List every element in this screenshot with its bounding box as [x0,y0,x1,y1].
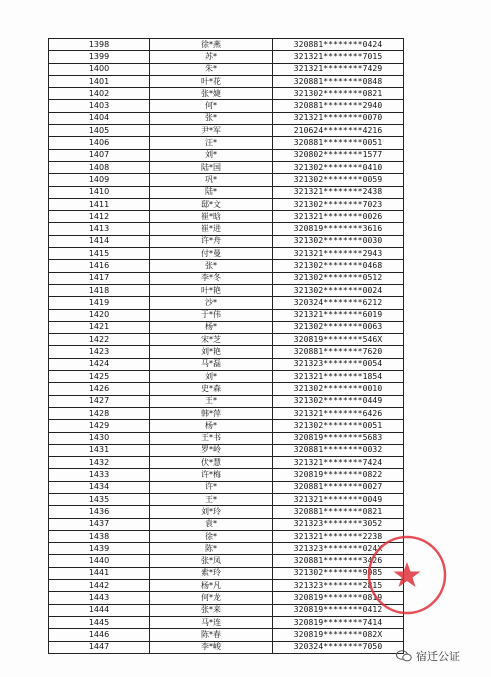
row-name: 马*连 [150,616,273,628]
row-name: 杨* [150,420,273,432]
row-id-number: 321321********7424 [273,457,404,469]
row-id-number: 321321********0026 [273,211,404,223]
row-number: 1439 [49,543,150,555]
row-name: 尹*军 [150,125,273,137]
row-id-number: 321302********0468 [273,260,404,272]
row-number: 1447 [49,641,150,653]
table-row [49,518,404,530]
row-name: 袁* [150,518,273,530]
row-name: 邸*文 [150,198,273,210]
row-name: 陈*春 [150,629,273,641]
row-number: 1436 [49,506,150,518]
table-row [49,137,404,149]
row-name: 王*书 [150,432,273,444]
row-number: 1399 [49,51,150,63]
row-id-number: 321321********2943 [273,248,404,260]
row-name: 宋*芝 [150,334,273,346]
row-name: 许* [150,481,273,493]
row-id-number: 321302********0030 [273,235,404,247]
row-id-number: 320819********546X [273,334,404,346]
row-number: 1409 [49,174,150,186]
row-name: 韩*萍 [150,407,273,419]
row-name: 张* [150,112,273,124]
row-number: 1434 [49,481,150,493]
row-number: 1438 [49,530,150,542]
wechat-icon [396,650,412,662]
row-number: 1413 [49,223,150,235]
row-id-number: 321302********0063 [273,321,404,333]
row-name: 马*磊 [150,358,273,370]
row-id-number: 321323********3052 [273,518,404,530]
row-name: 刘* [150,149,273,161]
table-row [49,39,404,51]
row-id-number: 320819********0822 [273,469,404,481]
table-row [49,493,404,505]
table-row [49,88,404,100]
row-id-number: 321321********1854 [273,371,404,383]
row-name: 刘*艳 [150,346,273,358]
row-id-number: 321302********0010 [273,383,404,395]
row-name: 陈* [150,543,273,555]
row-name: 陆* [150,186,273,198]
row-number: 1402 [49,88,150,100]
row-name: 叶*花 [150,75,273,87]
row-id-number: 321302********0821 [273,88,404,100]
row-number: 1400 [49,63,150,75]
row-name: 伏*慧 [150,457,273,469]
row-id-number: 321302********0512 [273,272,404,284]
row-name: 张*来 [150,604,273,616]
row-id-number: 321321********7015 [273,51,404,63]
row-name: 崔*进 [150,223,273,235]
row-number: 1428 [49,407,150,419]
row-id-number: 321302********0410 [273,161,404,173]
row-name: 何* [150,100,273,112]
row-id-number: 320881********0424 [273,39,404,51]
table-row [49,309,404,321]
row-name: 刘*玲 [150,506,273,518]
row-id-number: 320881********0032 [273,444,404,456]
row-id-number: 320881********3426 [273,555,404,567]
row-id-number: 321321********6426 [273,407,404,419]
row-id-number: 321302********0449 [273,395,404,407]
row-name: 索*玲 [150,567,273,579]
table-row [49,592,404,604]
row-id-number: 320881********0821 [273,506,404,518]
row-id-number: 321302********0059 [273,174,404,186]
row-name: 杨* [150,321,273,333]
row-name: 崔*晗 [150,211,273,223]
table-row [49,604,404,616]
row-name: 何*龙 [150,592,273,604]
row-number: 1432 [49,457,150,469]
row-number: 1443 [49,592,150,604]
row-name: 陆*国 [150,161,273,173]
roster-table [48,38,404,654]
row-id-number: 321302********0051 [273,420,404,432]
row-name: 徐* [150,530,273,542]
row-name: 罗*岭 [150,444,273,456]
table-row [49,580,404,592]
table-row [49,358,404,370]
table-row [49,161,404,173]
row-name: 许*舟 [150,235,273,247]
row-name: 史*森 [150,383,273,395]
row-id-number: 320881********0051 [273,137,404,149]
table-row [49,260,404,272]
table-row [49,297,404,309]
row-id-number: 321321********2438 [273,186,404,198]
row-name: 沙* [150,297,273,309]
row-id-number: 320881********0027 [273,481,404,493]
table-row [49,555,404,567]
table-row [49,506,404,518]
row-number: 1403 [49,100,150,112]
watermark-text: 宿迁公证 [416,650,460,663]
row-number: 1407 [49,149,150,161]
row-name: 朱* [150,63,273,75]
row-id-number: 321321********0049 [273,493,404,505]
row-id-number: 210624********4216 [273,125,404,137]
row-number: 1425 [49,371,150,383]
row-number: 1424 [49,358,150,370]
row-name: 汪* [150,137,273,149]
row-number: 1398 [49,39,150,51]
row-id-number: 321323********024X [273,543,404,555]
table-row [49,223,404,235]
row-number: 1421 [49,321,150,333]
row-number: 1430 [49,432,150,444]
row-id-number: 320324********7050 [273,641,404,653]
row-id-number: 321321********2238 [273,530,404,542]
table-row [49,469,404,481]
roster-body [49,39,404,654]
row-name: 王* [150,395,273,407]
table-row [49,395,404,407]
row-number: 1401 [49,75,150,87]
table-row [49,186,404,198]
row-number: 1406 [49,137,150,149]
row-number: 1423 [49,346,150,358]
row-id-number: 321321********7429 [273,63,404,75]
row-number: 1442 [49,580,150,592]
row-name: 巩* [150,174,273,186]
row-id-number: 320881********2940 [273,100,404,112]
row-number: 1414 [49,235,150,247]
row-id-number: 320881********0848 [273,75,404,87]
row-number: 1441 [49,567,150,579]
row-number: 1446 [49,629,150,641]
table-row [49,616,404,628]
table-row [49,543,404,555]
table-row [49,407,404,419]
row-number: 1412 [49,211,150,223]
row-name: 于*伟 [150,309,273,321]
row-number: 1433 [49,469,150,481]
row-number: 1410 [49,186,150,198]
row-name: 李*峻 [150,641,273,653]
table-row [49,629,404,641]
row-id-number: 321302********0024 [273,284,404,296]
table-row [49,75,404,87]
row-number: 1416 [49,260,150,272]
table-row [49,51,404,63]
row-number: 1445 [49,616,150,628]
row-name: 杨*凡 [150,580,273,592]
row-number: 1404 [49,112,150,124]
row-name: 徐*燕 [150,39,273,51]
row-id-number: 320819********0819 [273,592,404,604]
table-row [49,420,404,432]
row-id-number: 321321********0070 [273,112,404,124]
table-row [49,383,404,395]
table-row [49,100,404,112]
table-row [49,641,404,653]
table-row [49,457,404,469]
row-number: 1429 [49,420,150,432]
row-name: 李*冬 [150,272,273,284]
row-number: 1435 [49,493,150,505]
row-id-number: 320819********3616 [273,223,404,235]
row-number: 1426 [49,383,150,395]
table-row [49,334,404,346]
row-number: 1411 [49,198,150,210]
row-id-number: 321302********9985 [273,567,404,579]
table-row [49,346,404,358]
table-row [49,272,404,284]
row-name: 许*梅 [150,469,273,481]
table-row [49,444,404,456]
row-number: 1408 [49,161,150,173]
table-row [49,432,404,444]
row-name: 苏* [150,51,273,63]
table-row [49,211,404,223]
watermark [396,648,460,664]
row-id-number: 321302********7023 [273,198,404,210]
row-name: 刘* [150,371,273,383]
row-number: 1405 [49,125,150,137]
table-row [49,481,404,493]
row-id-number: 320881********7620 [273,346,404,358]
row-id-number: 320819********5683 [273,432,404,444]
table-row [49,567,404,579]
row-name: 张*凤 [150,555,273,567]
table-row [49,125,404,137]
row-number: 1418 [49,284,150,296]
table-row [49,284,404,296]
table-row [49,371,404,383]
table-row [49,248,404,260]
row-number: 1444 [49,604,150,616]
row-number: 1417 [49,272,150,284]
row-number: 1420 [49,309,150,321]
row-id-number: 321323********2815 [273,580,404,592]
row-number: 1427 [49,395,150,407]
row-name: 叶*艳 [150,284,273,296]
table-row [49,235,404,247]
row-number: 1437 [49,518,150,530]
row-id-number: 320802********1577 [273,149,404,161]
row-id-number: 320819********7414 [273,616,404,628]
row-name: 王* [150,493,273,505]
row-name: 张* [150,260,273,272]
row-id-number: 320324********6212 [273,297,404,309]
row-id-number: 320819********0412 [273,604,404,616]
row-number: 1422 [49,334,150,346]
red-seal-star-icon [364,532,450,618]
table-row [49,530,404,542]
row-name: 付*曼 [150,248,273,260]
row-id-number: 321323********0054 [273,358,404,370]
row-id-number: 320819********082X [273,629,404,641]
row-number: 1431 [49,444,150,456]
table-row [49,321,404,333]
table-row [49,174,404,186]
table-row [49,63,404,75]
table-row [49,149,404,161]
row-id-number: 321321********6019 [273,309,404,321]
row-name: 张*婕 [150,88,273,100]
row-number: 1419 [49,297,150,309]
row-number: 1440 [49,555,150,567]
row-number: 1415 [49,248,150,260]
table-row [49,198,404,210]
table-row [49,112,404,124]
